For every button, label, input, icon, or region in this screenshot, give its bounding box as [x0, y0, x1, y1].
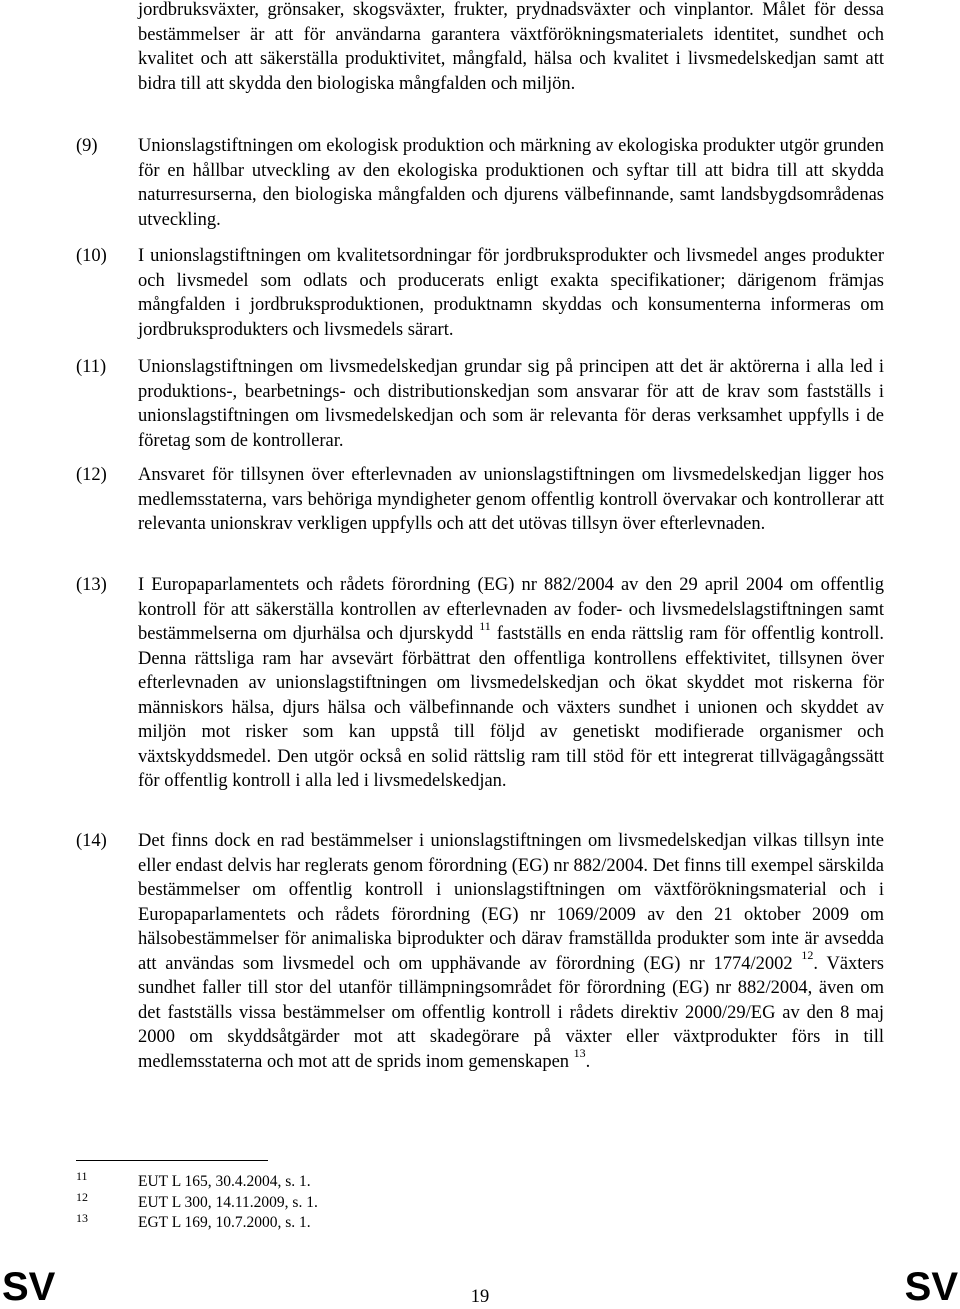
- paragraph-number-9: (9): [76, 136, 98, 156]
- paragraph-11: Unionslagstiftningen om livsmedelskedjan grundar sig på principen att det är aktörerna i alla led i produktions-, bearbetnings- och distributionskedjan som ansvarar för att de krav som fastställs i unionslagstiftningen om livsmedelskedjan och som är relevanta för deras verksamhet uppfylls i de företag som de kontrollerar.: [138, 357, 884, 451]
- paragraph-12: Ansvaret för tillsynen över efterlevnaden av unionslagstiftningen om livsmedelskedjan ligger hos medlemsstaterna, vars behöriga myndigheter genom offentlig kontroll övervakar och kontrollerar att relevanta unionskrav verkligen uppfylls och att det utövas tillsyn över efterlevnaden.: [138, 465, 884, 534]
- footnote-separator: [76, 1160, 268, 1161]
- paragraph-14: [138, 829, 884, 1074]
- footnote-ref-12[interactable]: 12: [801, 948, 814, 963]
- paragraph-14-text-a: Det finns dock en rad bestämmelser i unionslagstiftningen om livsmedelskedjan vilkas tillsyn inte eller endast delvis har reglerats genom förordning (EG) nr 882/2004. Det finns till exempel särskilda bestämmelser om offentlig kontroll i unionslagstiftningen om växtförökningsmaterial och i Europaparlamentets och rådets förordning (EG) nr 1069/2009 av den 21 oktober 2009 om hälsobestämmelser för animaliska biprodukter och därav framställda produkter som inte är avsedda att användas som livsmedel och om upphävande av förordning (EG) nr 1774/2002: [138, 831, 884, 974]
- paragraph-number-14: (14): [76, 831, 107, 851]
- footnote-number-13: 13: [76, 1211, 88, 1225]
- language-code-right: SV: [904, 1265, 958, 1309]
- footnote-text-13: EGT L 169, 10.7.2000, s. 1.: [138, 1214, 311, 1231]
- paragraph-9: Unionslagstiftningen om ekologisk produktion och märkning av ekologiska produkter utgör grunden för en hållbar utveckling av den ekologiska produktionen och syftar till att bidra till att skydda naturresurserna, den biologiska mångfalden och djurens välbefinnande, samt landsbygdsområdenas utveckling.: [138, 136, 884, 230]
- page-number: 19: [470, 1287, 490, 1307]
- footnote-ref-11[interactable]: 11: [479, 618, 491, 633]
- footnote-number-11: 11: [76, 1169, 88, 1183]
- paragraph-13: [138, 573, 884, 794]
- footnote-text-11: EUT L 165, 30.4.2004, s. 1.: [138, 1173, 311, 1190]
- footnote-ref-13[interactable]: 13: [573, 1046, 586, 1061]
- paragraph-14-text-b: . Växters sundhet faller till stor del utanför tillämpningsområdet för förordning (EG) nr 882/2004, även om det fastställs vissa bestämmelser om offentlig kontroll i rådets direktiv 2000/29/EG av den 8 maj 2000 om skyddsåtgärder mot att skadegörare på växter eller växtprodukter förs in till medlemsstaterna och mot att de sprids inom gemenskapen: [138, 953, 884, 1072]
- paragraph-14-text-c: .: [585, 1051, 591, 1072]
- paragraph-number-13: (13): [76, 575, 107, 595]
- language-code-left: SV: [2, 1265, 56, 1309]
- footnote-text-12: EUT L 300, 14.11.2009, s. 1.: [138, 1194, 318, 1211]
- paragraph-10: I unionslagstiftningen om kvalitetsordningar för jordbruksprodukter och livsmedel anges produkter och livsmedel som odlats och producerats enligt exakta specifikationer; därigenom främjas mångfalden i jordbruksproduktionen, produktnamn skyddas och konsumenterna informeras om jordbruksprodukters och livsmedels särart.: [138, 246, 884, 340]
- paragraph-number-10: (10): [76, 246, 107, 266]
- footnote-number-12: 12: [76, 1190, 88, 1204]
- paragraph-number-12: (12): [76, 465, 107, 485]
- paragraph-number-11: (11): [76, 357, 107, 377]
- paragraph-13-text-b: fastställs en enda rättslig ram för offentlig kontroll. Denna rättsliga ram har avsevärt förbättrat den offentliga kontrollens effektivitet, tillsynen över efterlevnaden av unionslagstiftningen om livsmedelskedjan och ökat skyddet mot riskerna för människors hälsa, djurs hälsa och välbefinnande och växters sundhet i unionen och skyddet av miljön mot risker som kan uppstå till följd av genetiskt modifierade organismer och växtskyddsmedel. Den utgör också en solid rättslig ram till stöd för ett integrerat tillvägagångssätt för offentlig kontroll i alla led i livsmedelskedjan.: [138, 624, 885, 791]
- paragraph-continuation: jordbruksväxter, grönsaker, skogsväxter, frukter, prydnadsväxter och vinplantor. Målet för dessa bestämmelser är att för användarna garantera växtförökningsmaterialets identitet, sundhet och kvalitet och att säkerställa produktivitet, mångfald, hälsa och kvalitet i livsmedelskedjan samt att bidra till att skydda den biologiska mångfalden och miljön.: [138, 0, 884, 94]
- paragraph-13-text-a: I Europaparlamentets och rådets förordning (EG) nr 882/2004 av den 29 april 2004 om offentlig kontroll för att säkerställa kontrollen av efterlevnaden av foder- och livsmedelslagstiftningen samt bestämmelserna om djurhälsa och djurskydd: [138, 575, 884, 644]
